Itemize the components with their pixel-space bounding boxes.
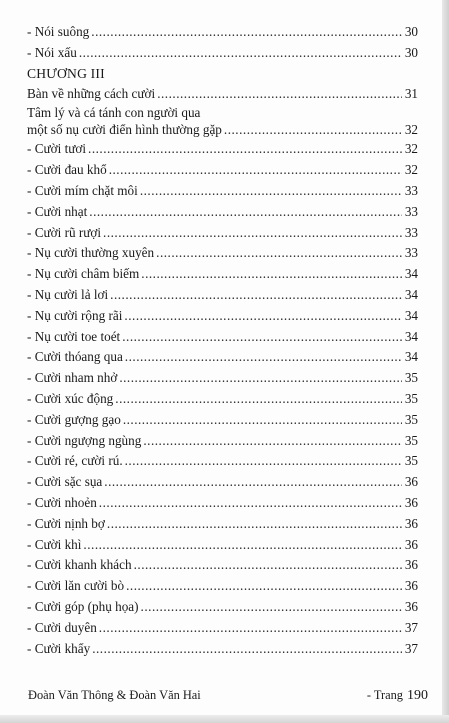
- toc-entry: [27, 264, 418, 285]
- dot-leader: [122, 327, 402, 348]
- toc-entry-label: - Cười duyên: [27, 619, 97, 635]
- dot-leader: [83, 535, 402, 556]
- toc-entry: [27, 639, 418, 660]
- toc-entry: [27, 368, 418, 389]
- toc-entry-page: 33: [404, 245, 418, 261]
- toc-entry: [27, 410, 418, 431]
- toc-entry: [27, 243, 418, 264]
- chapter-heading: CHƯƠNG III: [27, 65, 105, 81]
- toc-entry-label: - Cười ré, cười rú.: [27, 453, 123, 469]
- toc-entry-label: - Nụ cười châm biếm: [27, 266, 140, 282]
- toc-entry-page: 35: [404, 390, 418, 406]
- dot-leader: [126, 576, 402, 597]
- toc-entry-label: - Nói suông: [27, 24, 90, 39]
- toc-entry-label: - Nói xấu: [27, 44, 77, 60]
- toc-entry-page: 32: [404, 122, 418, 138]
- table-of-contents: [27, 22, 418, 659]
- toc-entry-label: - Cười gượng gạo: [27, 411, 121, 427]
- toc-entry-page: 37: [404, 619, 418, 635]
- toc-entry-page: 34: [404, 328, 418, 344]
- toc-entry-label: - Cười khì: [27, 536, 82, 552]
- toc-entry-page: 34: [404, 286, 418, 302]
- toc-entry-label: - Cười góp (phụ họa): [27, 598, 139, 614]
- toc-entry: [27, 327, 418, 348]
- toc-entry: [27, 121, 418, 139]
- toc-entry-label: - Cười thóang qua: [27, 349, 123, 365]
- toc-entry: [27, 306, 418, 327]
- toc-entry-page: 36: [404, 474, 418, 490]
- dot-leader: [79, 43, 402, 64]
- toc-entry-label: - Nụ cười toe toét: [27, 328, 121, 344]
- toc-entry-page: 35: [404, 432, 418, 448]
- toc-entry: [27, 43, 418, 64]
- dot-leader: [99, 493, 402, 514]
- dot-leader: [134, 555, 402, 576]
- toc-entry: [27, 597, 418, 618]
- toc-entry-label: - Nụ cười rộng rãi: [27, 307, 123, 323]
- toc-entry: [27, 451, 418, 472]
- toc-entry: [27, 22, 418, 43]
- toc-entry: [27, 84, 418, 105]
- toc-entry-page: 33: [404, 182, 418, 198]
- toc-entry-page: 36: [404, 536, 418, 552]
- toc-entry-page: 31: [404, 85, 418, 101]
- toc-section-entry: [27, 104, 418, 139]
- dot-leader: [104, 472, 402, 493]
- toc-entry: [27, 347, 418, 368]
- dot-leader: [124, 306, 402, 327]
- toc-entry-label: - Cười nhoẻn: [27, 494, 97, 510]
- toc-entry: [27, 139, 418, 160]
- dot-leader: [109, 160, 402, 181]
- toc-entry: [27, 618, 418, 639]
- dot-leader: [125, 451, 402, 472]
- toc-entry: [27, 389, 418, 410]
- dot-leader: [107, 514, 402, 535]
- toc-entry-page: 34: [404, 307, 418, 323]
- dot-leader: [224, 121, 402, 139]
- page-edge-shadow: [442, 0, 449, 723]
- toc-entry-label: - Cười tươi: [27, 141, 87, 157]
- toc-entry-page: 36: [404, 557, 418, 573]
- dot-leader: [143, 431, 402, 452]
- toc-entry: [27, 535, 418, 556]
- toc-entry-label: - Cười sặc sụa: [27, 474, 103, 490]
- footer-page-label: - Trang: [366, 688, 403, 702]
- toc-entry-label: - Cười xúc động: [27, 390, 114, 406]
- footer-page-number: 190: [407, 688, 428, 703]
- toc-entry-list: [27, 139, 418, 659]
- dot-leader: [89, 202, 402, 223]
- toc-entry-page: 35: [404, 370, 418, 386]
- toc-entry-page: 33: [404, 203, 418, 219]
- toc-entry: [27, 514, 418, 535]
- toc-entry-label: Bàn về những cách cười: [27, 85, 156, 101]
- toc-entry: [27, 285, 418, 306]
- dot-leader: [141, 597, 402, 618]
- dot-leader: [92, 639, 402, 660]
- toc-entry-label: - Cười khanh khách: [27, 557, 132, 573]
- toc-entry: [27, 160, 418, 181]
- dot-leader: [91, 22, 402, 43]
- dot-leader: [123, 410, 402, 431]
- toc-entry: [27, 493, 418, 514]
- toc-entry-label: - Cười khẩy: [27, 640, 91, 656]
- footer-page: [367, 688, 428, 704]
- toc-entry: [27, 555, 418, 576]
- toc-entry-label: - Cười ngượng ngùng: [27, 432, 142, 448]
- toc-entry: [27, 202, 418, 223]
- toc-entry-label: - Cười nham nhở: [27, 370, 118, 386]
- toc-entry: [27, 181, 418, 202]
- toc-entry-label: - Cười lăn cười bò: [27, 578, 125, 594]
- dot-leader: [156, 243, 402, 264]
- toc-entry-label: - Cười nịnh bợ: [27, 515, 105, 531]
- toc-entry-label: - Nụ cười lả lơi: [27, 286, 109, 302]
- dot-leader: [157, 84, 402, 105]
- page-footer: [28, 688, 428, 704]
- toc-entry-label: - Cười mím chặt môi: [27, 182, 138, 198]
- dot-leader: [88, 139, 402, 160]
- toc-entry-label: - Cười đau khổ: [27, 162, 107, 178]
- toc-entry-label: một số nụ cười điển hình thường gặp: [27, 122, 222, 138]
- toc-entry-page: 30: [404, 24, 418, 39]
- toc-entry-label: - Cười nhạt: [27, 203, 88, 219]
- toc-entry-page: 35: [404, 453, 418, 469]
- dot-leader: [110, 285, 402, 306]
- dot-leader: [119, 368, 402, 389]
- footer-authors: Đoàn Văn Thông & Đoàn Văn Hai: [28, 688, 201, 702]
- toc-entry-label: - Cười rũ rượi: [27, 224, 102, 240]
- dot-leader: [125, 347, 402, 368]
- toc-entry-page: 34: [404, 266, 418, 282]
- toc-entry-page: 36: [404, 578, 418, 594]
- dot-leader: [103, 223, 402, 244]
- toc-entry-page: 36: [404, 515, 418, 531]
- toc-entry-page: 32: [404, 162, 418, 178]
- toc-entry-page: 32: [404, 141, 418, 157]
- toc-entry: [27, 576, 418, 597]
- toc-entry-label: - Nụ cười thường xuyên: [27, 245, 155, 261]
- dot-leader: [141, 264, 402, 285]
- toc-section-line1: Tâm lý và cá tánh con người qua: [27, 105, 201, 121]
- toc-entry: [27, 472, 418, 493]
- page-edge-shadow: [0, 715, 449, 723]
- dot-leader: [115, 389, 402, 410]
- toc-entry-page: 30: [404, 44, 418, 60]
- toc-entry-page: 35: [404, 411, 418, 427]
- dot-leader: [99, 618, 402, 639]
- toc-entry: [27, 431, 418, 452]
- toc-entry-page: 34: [404, 349, 418, 365]
- toc-entry-page: 33: [404, 224, 418, 240]
- toc-entry-page: 36: [404, 494, 418, 510]
- toc-entry-page: 36: [404, 598, 418, 614]
- dot-leader: [140, 181, 402, 202]
- toc-entry: [27, 223, 418, 244]
- toc-entry-page: 37: [404, 640, 418, 656]
